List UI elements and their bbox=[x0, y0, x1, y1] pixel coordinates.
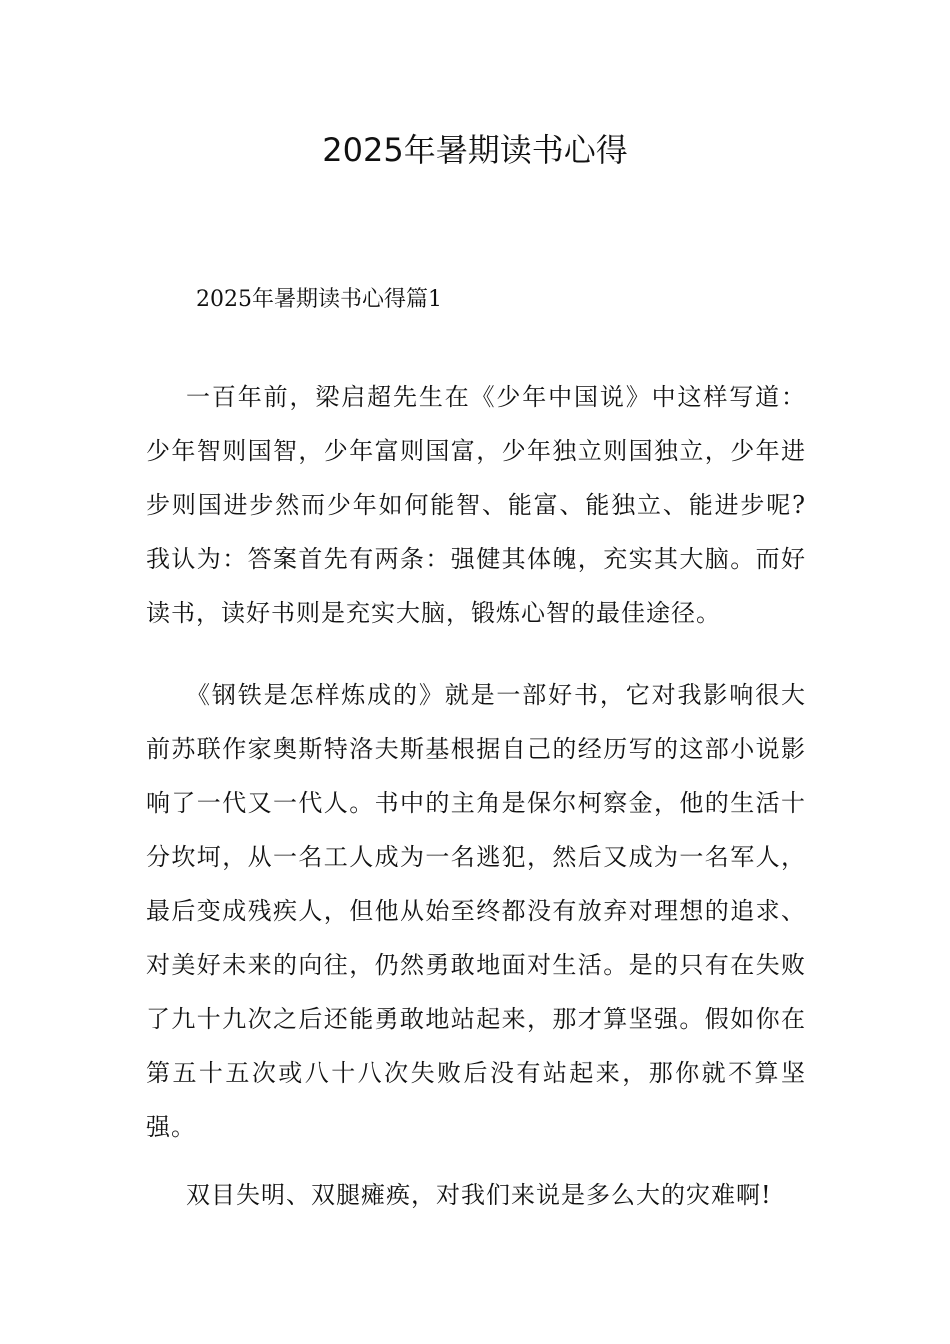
paragraph: 《钢铁是怎样炼成的》就是一部好书，它对我影响很大前苏联作家奥斯特洛夫斯基根据自己的经历写的这部小说影响了一代又一代人。书中的主角是保尔柯察金，他的生活十分坎坷，从一名工人成为一名逃犯，然后又成为一名军人，最后变成残疾人，但他从始至终都没有放弃对理想的追求、对美好未来的向往，仍然勇敢地面对生活。是的只有在失败了九十九次之后还能勇敢地站起来，那才算坚强。假如你在第五十五次或八十八次失败后没有站起来，那你就不算坚强。 bbox=[146, 681, 806, 1141]
paragraph: 双目失明、双腿瘫痪，对我们来说是多么大的灾难啊! bbox=[186, 1181, 772, 1209]
document-title: 2025年暑期读书心得 bbox=[322, 131, 628, 169]
paragraph: 一百年前，梁启超先生在《少年中国说》中这样写道：少年智则国智，少年富则国富，少年独立则国独立，少年进步则国进步然而少年如何能智、能富、能独立、能进步呢?我认为：答案首先有两条：强健其体魄，充实其大脑。而好读书，读好书则是充实大脑，锻炼心智的最佳途径。 bbox=[146, 383, 806, 627]
section-heading: 2025年暑期读书心得篇1 bbox=[196, 287, 442, 312]
